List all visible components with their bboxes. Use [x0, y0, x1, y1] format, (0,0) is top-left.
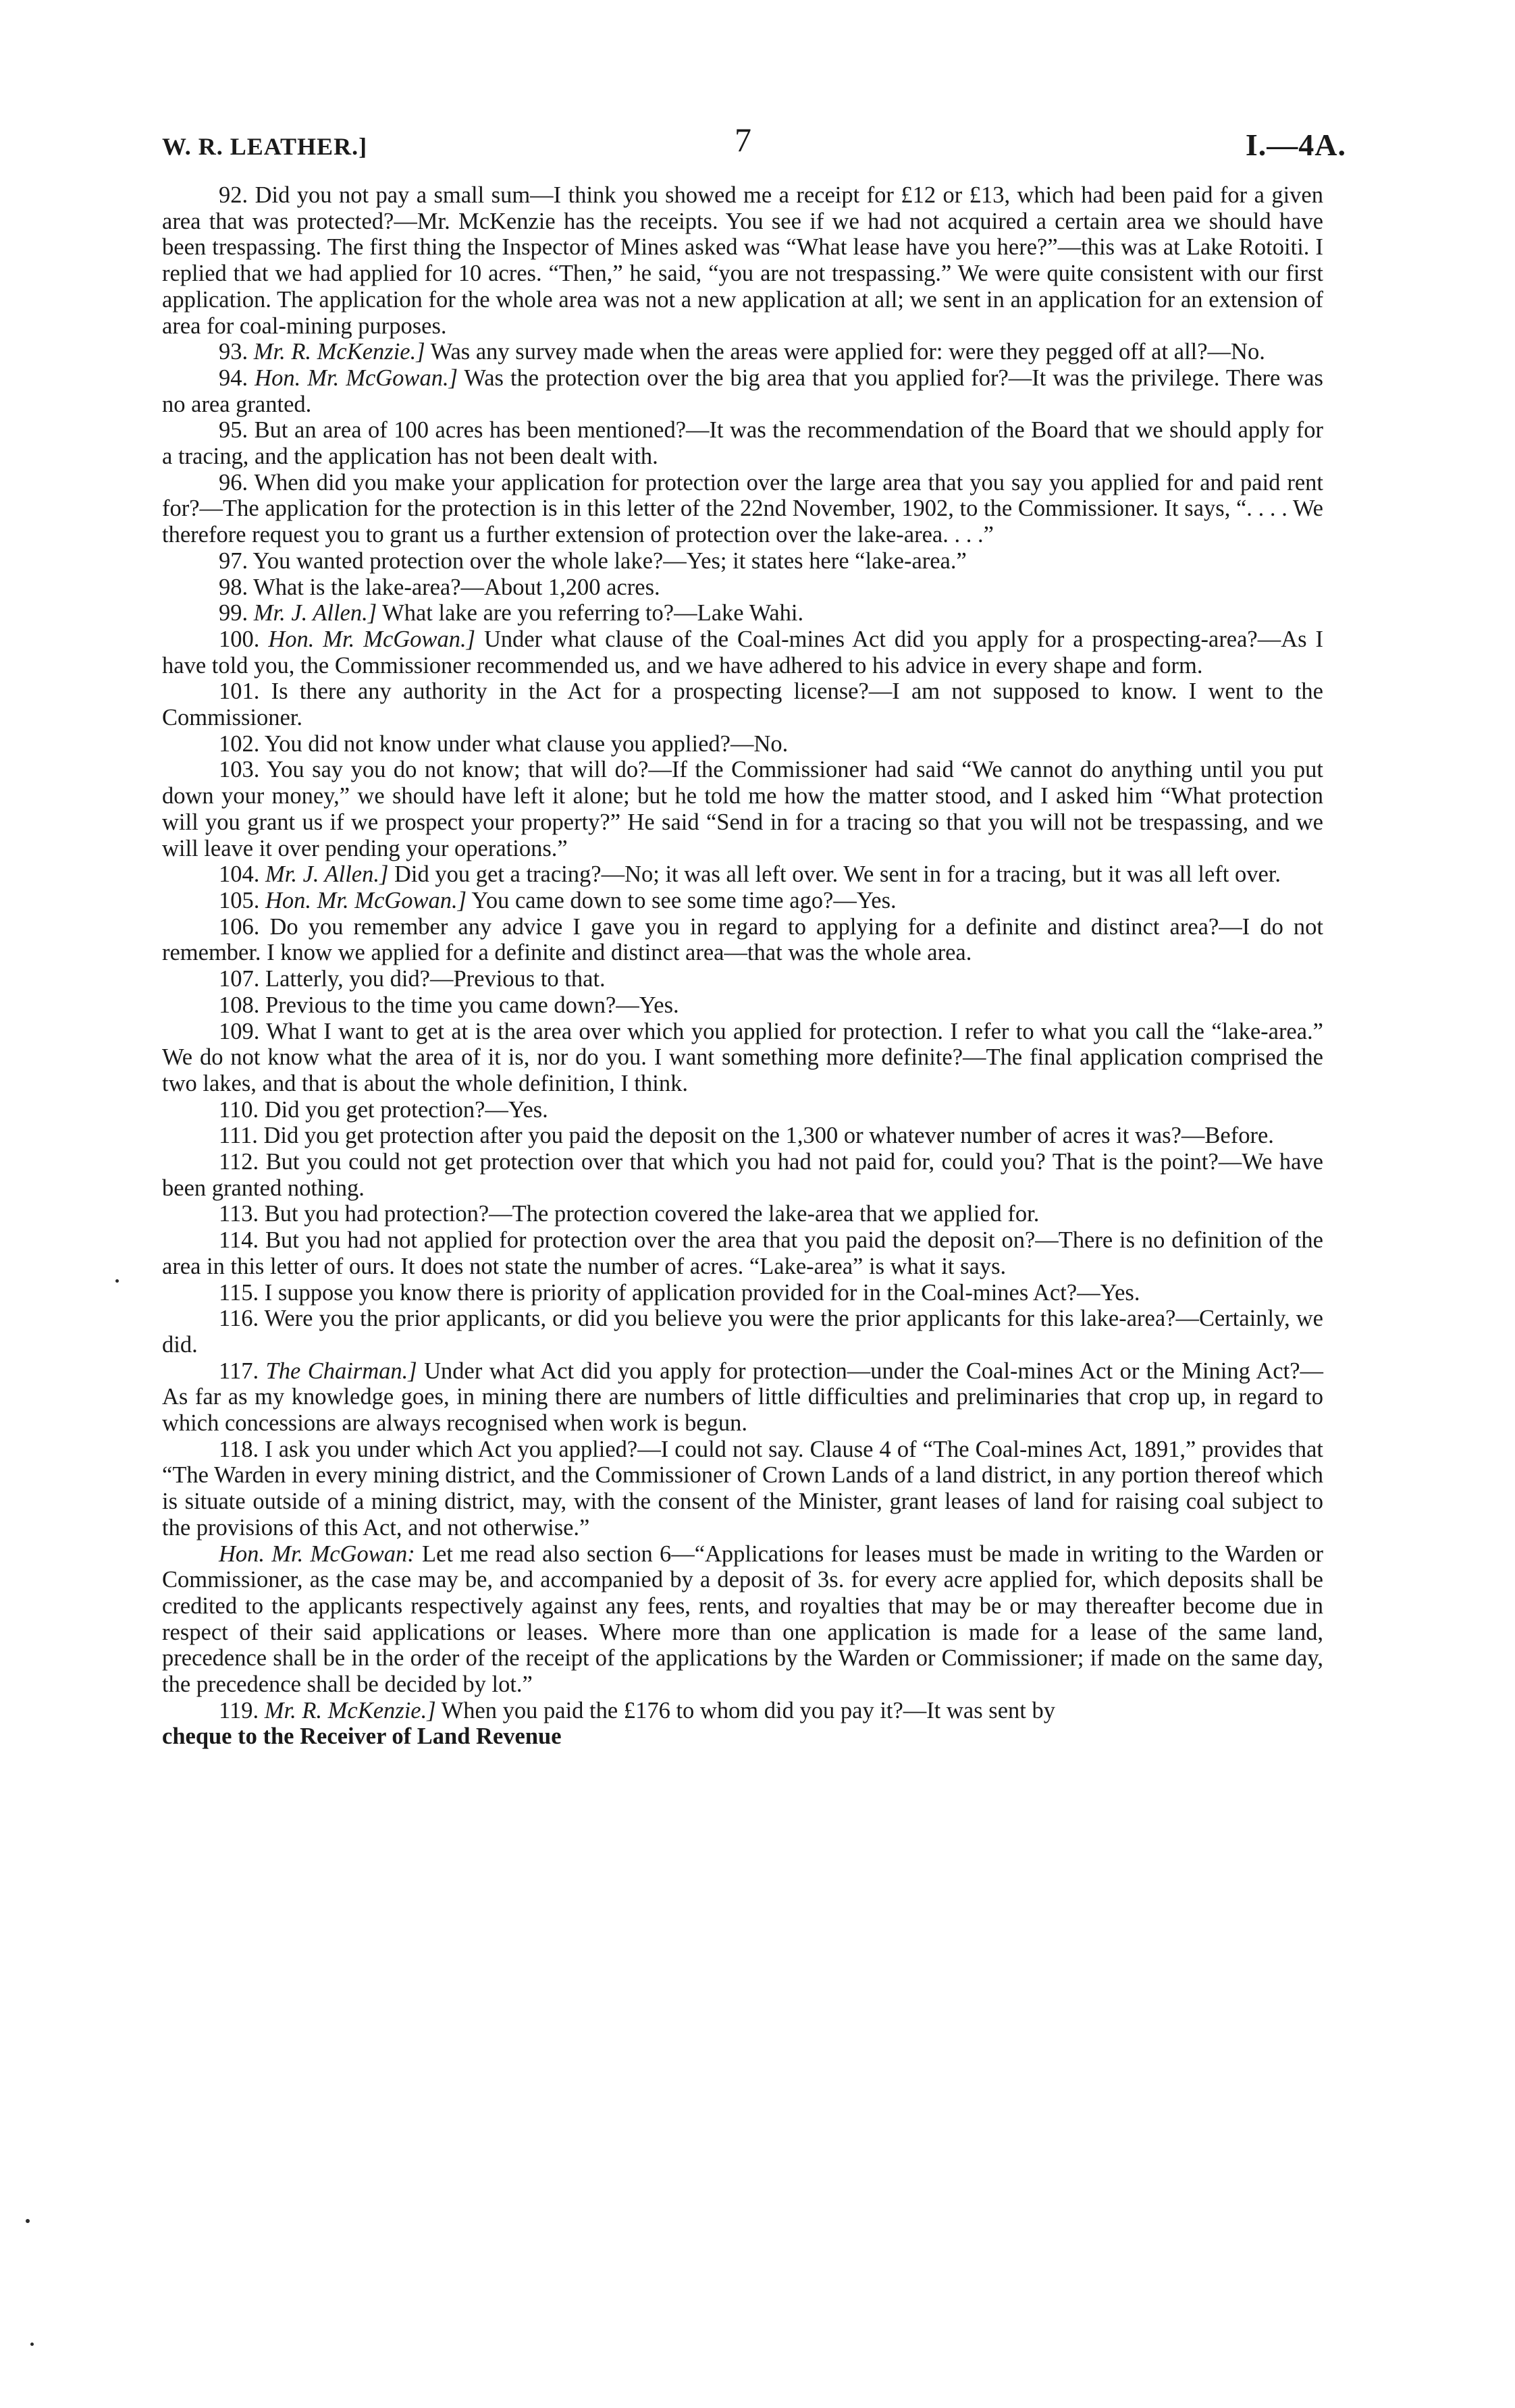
paragraph: 93. Mr. R. McKenzie.] Was any survey made when the areas were applied for: were they pegged off at all?—No. [219, 339, 1265, 365]
paragraph: 97. You wanted protection over the whole lake?—Yes; it states here “lake-area.” [219, 547, 967, 574]
paragraph: 111. Did you get protection after you paid the deposit on the 1,300 or whatever number of acres it was?—Before. [219, 1123, 1274, 1149]
paragraph: 99. Mr. J. Allen.] What lake are you referring to?—Lake Wahi. [219, 600, 804, 626]
paragraph: 109. What I want to get at is the area over which you applied for protection. I refer to what you call the “lake-area.” We do not know what the area of it is, nor do you. I want something more definite?—The final application comprised the two lakes, and that is about the whole definition, I think. [162, 1018, 1323, 1096]
paragraph: 115. I suppose you know there is priority of application provided for in the Coal-mines Act?—Yes. [219, 1279, 1140, 1306]
paragraph: 118. I ask you under which Act you applied?—I could not say. Clause 4 of “The Coal-mines Act, 1891,” provides that “The Warden in every mining district, and the Commissioner of Crown Lands of a land district, in any portion thereof which is situate outside of a mining district, may, with the consent of the Minister, grant leases of land for raising coal subject to the provisions of this Act, and not otherwise.” [162, 1436, 1323, 1541]
speaker: Hon. Mr. McGowan: [219, 1541, 415, 1567]
page-header [162, 120, 1346, 167]
speaker: Hon. Mr. McGowan.] [265, 887, 467, 913]
speaker: Mr. J. Allen.] [265, 861, 389, 888]
speaker: Mr. R. McKenzie.] [253, 339, 425, 365]
paragraph: 96. When did you make your application for protection over the large area that you say you applied for and paid rent for?—The application for the protection is in this letter of the 22nd November, 1902, to the Commissioner. It says, “. . . . We therefore request you to grant us a further extension of protection over the lake-area. . . .” [162, 469, 1323, 548]
paragraph: 116. Were you the prior applicants, or did you believe you were the prior applicants for this lake-area?—Certainly, we did. [162, 1306, 1323, 1358]
paragraph: 112. But you could not get protection over that which you had not paid for, could you? That is the point?—We have been granted nothing. [162, 1149, 1323, 1201]
paragraph: 107. Latterly, you did?—Previous to that. [219, 966, 606, 992]
paragraph: 113. But you had protection?—The protection covered the lake-area that we applied for. [219, 1201, 1040, 1227]
paragraph: 108. Previous to the time you came down?—Yes. [219, 992, 679, 1018]
speaker: Hon. Mr. McGowan.] [268, 626, 475, 652]
paragraph: 100. Hon. Mr. McGowan.] Under what clause of the Coal-mines Act did you apply for a prospecting-area?—As I have told you, the Commissioner recommended us, and we have adhered to his advice in every shape and form. [162, 626, 1324, 678]
speaker: Hon. Mr. McGowan.] [255, 365, 458, 391]
scan-speck [115, 1279, 119, 1283]
paragraph: 114. But you had not applied for protection over the area that you paid the deposit on?—There is no definition of the area in this letter of ours. It does not state the number of acres. “Lake-area” is what it says. [162, 1227, 1323, 1279]
scan-speck [26, 2219, 30, 2223]
speaker: Mr. J. Allen.] [253, 600, 377, 626]
paragraph: 92. Did you not pay a small sum—I think you showed me a receipt for £12 or £13, which had been paid for a given area that was protected?—Mr. McKenzie has the receipts. You see if we had not acquired a certain area we should have been trespassing. The first thing the Inspector of Mines asked was “What lease have you here?”—this was at Lake Rotoiti. I replied that we had applied for 10 acres. “Then,” he said, “you are not trespassing.” We were quite consistent with our first application. The application for the whole area was not a new application at all; we sent in an application for an extension of area for coal-mining purposes. [162, 182, 1323, 339]
paragraph: 95. But an area of 100 acres has been mentioned?—It was the recommendation of the Board that we should apply for a tracing, and the application has not been dealt with. [162, 417, 1323, 470]
page-body [162, 182, 1323, 1750]
paragraph: 104. Mr. J. Allen.] Did you get a tracing?—No; it was all left over. We sent in for a tracing, but it was all left over. [219, 861, 1281, 888]
paragraph: 94. Hon. Mr. McGowan.] Was the protection over the big area that you applied for?—It was the privilege. There was no area granted. [162, 365, 1323, 417]
scan-speck [30, 2343, 34, 2346]
header-witness-name: W. R. LEATHER.] [162, 133, 368, 160]
paragraph: 105. Hon. Mr. McGowan.] You came down to see some time ago?—Yes. [219, 887, 897, 913]
paragraph: 98. What is the lake-area?—About 1,200 acres. [219, 574, 660, 600]
paragraph: 103. You say you do not know; that will do?—If the Commissioner had said “We cannot do anything until you put down your money,” we should have left it alone; but he told me how the matter stood, and I asked him “What protection will you grant us if we prospect your property?” He said “Send in for a tracing so that you will not be trespassing, and we will leave it over pending your operations.” [162, 757, 1323, 861]
paragraph: Hon. Mr. McGowan: Let me read also section 6—“Applications for leases must be made in writing to the Warden or Commissioner, as the case may be, and accompanied by a deposit of 3s. for every acre applied for, which deposits shall be credited to the applicants respectively against any fees, rents, and royalties that may be or may thereafter become due in respect of their said applications or leases. Where more than one application is made for a lease of the same land, precedence shall be in the order of the receipt of the applications by the Warden or Commissioner; if made on the same day, the precedence shall be decided by lot.” [162, 1541, 1323, 1698]
paragraph: 119. Mr. R. McKenzie.] When you paid the £176 to whom did you pay it?—It was sent by [219, 1697, 1055, 1723]
paragraph: 102. You did not know under what clause you applied?—No. [219, 730, 789, 757]
speaker: Mr. R. McKenzie.] [264, 1697, 436, 1723]
document-reference: I.—4A. [1245, 128, 1346, 162]
paragraph: 110. Did you get protection?—Yes. [219, 1096, 548, 1123]
paragraph: 101. Is there any authority in the Act for a prospecting license?—I am not supposed to know. I went to the Commissioner. [162, 678, 1323, 731]
paragraph-continuation: cheque to the Receiver of Land Revenue [162, 1723, 562, 1750]
paragraph: 117. The Chairman.] Under what Act did you apply for protection—under the Coal-mines Act or the Mining Act?—As far as my knowledge goes, in mining there are numbers of little difficulties and preliminaries that crop up, in regard to which concessions are always recognised when work is begun. [162, 1358, 1324, 1437]
speaker: The Chairman.] [265, 1358, 417, 1384]
page-number: 7 [735, 121, 751, 159]
paragraph: 106. Do you remember any advice I gave you in regard to applying for a definite and distinct area?—I do not remember. I know we applied for a definite and distinct area—that was the whole area. [162, 913, 1323, 966]
